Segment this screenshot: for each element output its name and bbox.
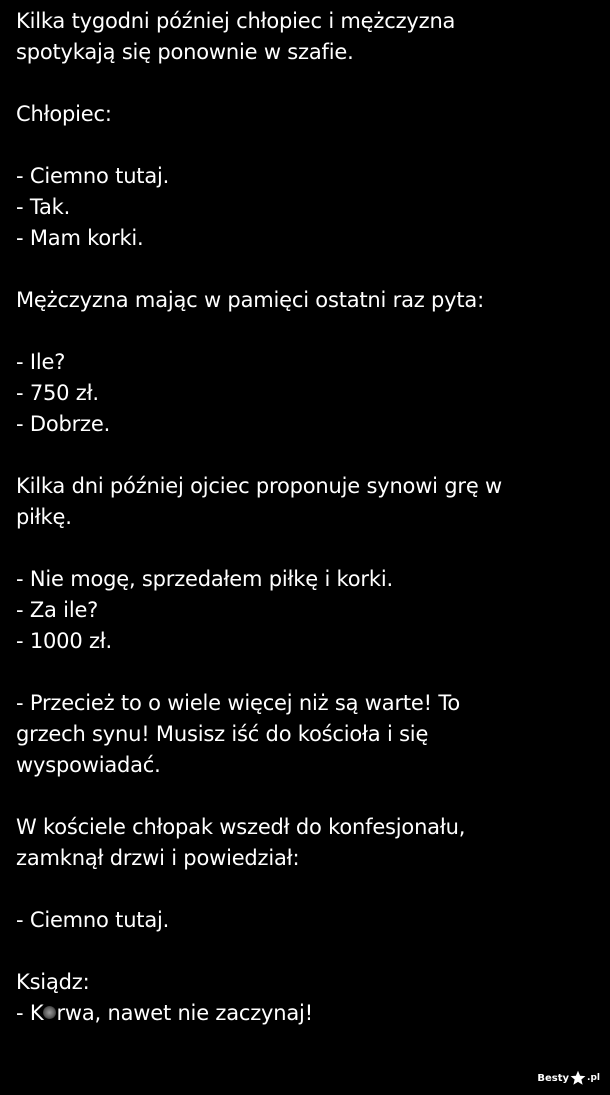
dialogue-line: - Tak. [16, 195, 71, 219]
dialogue-line: - Za ile? [16, 598, 99, 622]
dialogue-line: - Ciemno tutaj. [16, 164, 170, 188]
narration-line: zamknął drzwi i powiedział: [16, 846, 300, 870]
spacer [16, 657, 601, 688]
priest-line-start: - K [16, 1001, 44, 1025]
dialogue-line: - Ile? [16, 350, 66, 374]
spacer [16, 130, 601, 161]
star-icon [570, 1070, 586, 1086]
spacer [16, 533, 601, 564]
dialogue-line: - Nie mogę, sprzedałem piłkę i korki. [16, 567, 393, 591]
spacer [16, 936, 601, 967]
dialogue-line: - 750 zł. [16, 381, 99, 405]
priest-label: Ksiądz: [16, 970, 90, 994]
dialogue-line: grzech synu! Musisz iść do kościoła i się [16, 722, 429, 746]
spacer [16, 440, 601, 471]
dialogue-line: wyspowiadać. [16, 753, 161, 777]
spacer [16, 316, 601, 347]
besty-watermark [537, 1070, 600, 1086]
dialogue-line: - 1000 zł. [16, 629, 113, 653]
dialogue-line: - Ciemno tutaj. [16, 908, 170, 932]
spacer [16, 874, 601, 905]
narration-line: Kilka dni później ojciec proponuje synowi grę w [16, 474, 503, 498]
censor-blur [43, 1006, 56, 1019]
intro-line-2: spotykają się ponownie w szafie. [16, 40, 354, 64]
narration-line: W kościele chłopak wszedł do konfesjonału, [16, 815, 466, 839]
priest-line [16, 998, 601, 1029]
spacer [16, 68, 601, 99]
priest-line-end: rwa, nawet nie zaczynaj! [56, 1001, 313, 1025]
dialogue-line: - Dobrze. [16, 412, 111, 436]
man-intro: Mężczyzna mając w pamięci ostatni raz pyta: [16, 288, 484, 312]
dialogue-line: - Przecież to o wiele więcej niż są warte! To [16, 691, 461, 715]
spacer [16, 254, 601, 285]
intro-line-1: Kilka tygodni później chłopiec i mężczyzna [16, 9, 456, 33]
watermark-suffix: .pl [587, 1073, 600, 1083]
joke-text [16, 0, 601, 1029]
watermark-brand: Besty [537, 1072, 570, 1084]
narration-line: piłkę. [16, 505, 72, 529]
dialogue-line: - Mam korki. [16, 226, 144, 250]
boy-label: Chłopiec: [16, 102, 112, 126]
spacer [16, 781, 601, 812]
